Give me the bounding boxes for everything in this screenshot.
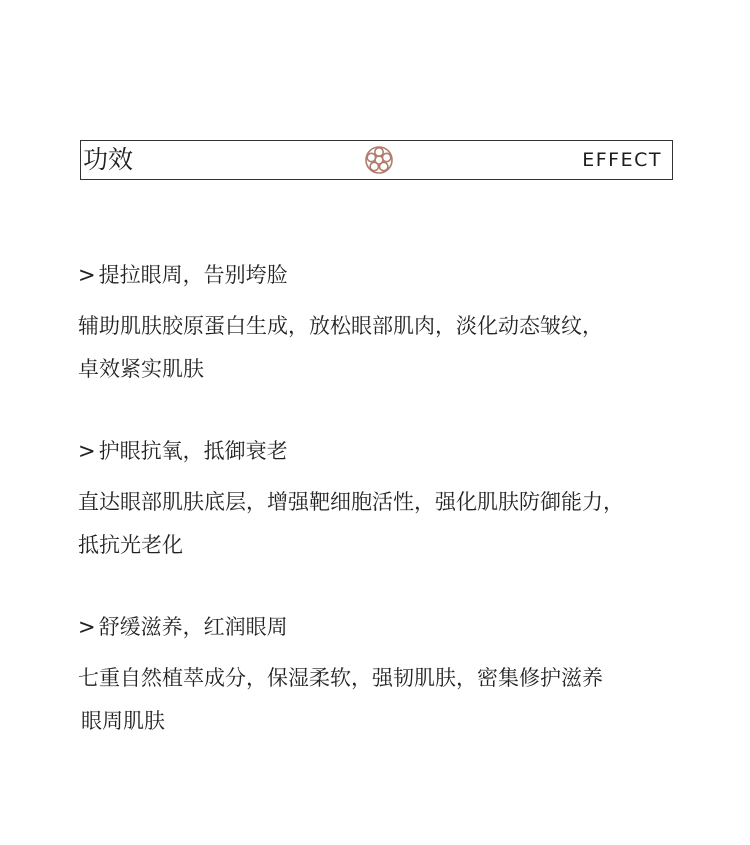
benefit-heading-text: 提拉眼周，告别垮脸 xyxy=(98,263,288,287)
arrow-marker-icon: > xyxy=(78,263,96,287)
section-title-en: EFFECT xyxy=(582,149,662,171)
benefit-heading xyxy=(78,614,678,640)
flower-emblem-icon xyxy=(364,145,394,175)
benefit-description-line: 辅助肌肤胶原蛋白生成，放松眼部肌肉，淡化动态皱纹， xyxy=(78,314,603,338)
effect-header xyxy=(80,140,673,180)
benefit-description-line: 七重自然植萃成分，保湿柔软，强韧肌肤，密集修护滋养 xyxy=(78,666,603,690)
benefit-heading xyxy=(78,438,678,464)
benefit-description xyxy=(78,481,678,567)
benefit-section-lift xyxy=(78,262,678,391)
benefit-heading-text: 舒缓滋养，红润眼周 xyxy=(98,615,288,639)
benefit-description-line: 抵抗光老化 xyxy=(78,533,183,557)
arrow-marker-icon: > xyxy=(78,439,96,463)
benefit-description-line: 眼周肌肤 xyxy=(81,709,165,733)
benefit-description xyxy=(78,657,678,743)
benefit-description-line: 卓效紧实肌肤 xyxy=(78,357,204,381)
benefit-heading xyxy=(78,262,678,288)
benefit-heading-text: 护眼抗氧，抵御衰老 xyxy=(98,439,288,463)
benefit-section-nourish xyxy=(78,614,678,743)
section-title-cn: 功效 xyxy=(83,145,134,174)
benefit-description xyxy=(78,305,678,391)
benefit-description-line: 直达眼部肌肤底层，增强靶细胞活性，强化肌肤防御能力， xyxy=(78,490,624,514)
benefit-section-antioxidant xyxy=(78,438,678,567)
arrow-marker-icon: > xyxy=(78,615,96,639)
